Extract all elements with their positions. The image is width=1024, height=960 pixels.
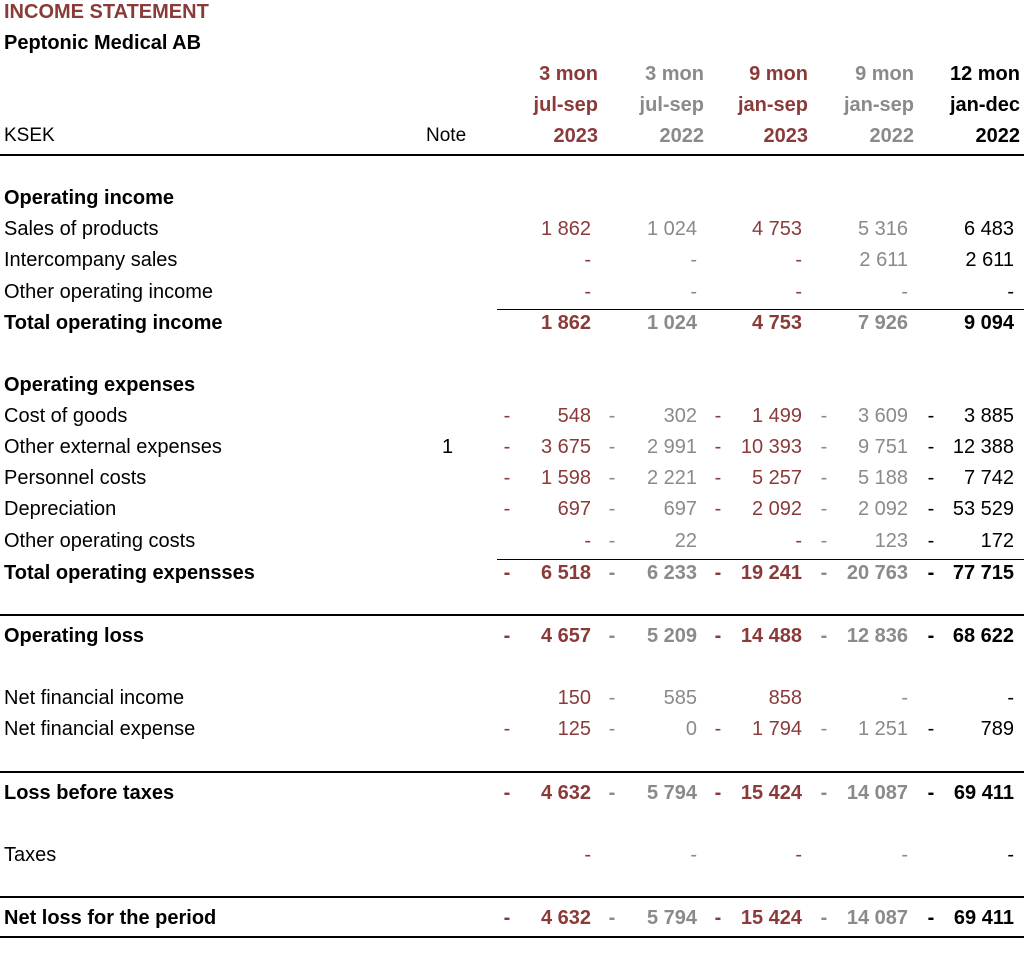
negative-sign: - [608, 467, 616, 489]
value-cell: 150 [557, 687, 591, 709]
negative-sign: - [714, 907, 722, 929]
column-header-1-line-2: jul-sep [533, 94, 598, 116]
value-cell: 77 715 [952, 562, 1014, 584]
value-cell: 7 926 [857, 312, 908, 334]
negative-sign: - [714, 625, 722, 647]
column-header-3-line-1: 9 mon [749, 63, 808, 85]
value-cell: - [795, 844, 802, 866]
negative-sign: - [503, 907, 511, 929]
value-cell: 1 862 [540, 218, 591, 240]
value-cell: 53 529 [952, 498, 1014, 520]
negative-sign: - [714, 718, 722, 740]
negative-sign: - [608, 718, 616, 740]
negative-sign: - [714, 436, 722, 458]
value-cell: 5 209 [646, 625, 697, 647]
negative-sign: - [608, 436, 616, 458]
negative-sign: - [503, 436, 511, 458]
divider-rule [0, 614, 1024, 616]
value-cell: 6 233 [646, 562, 697, 584]
negative-sign: - [820, 498, 828, 520]
value-cell: 2 092 [857, 498, 908, 520]
value-cell: 2 221 [646, 467, 697, 489]
value-cell: - [1007, 844, 1014, 866]
value-cell: 14 087 [846, 907, 908, 929]
value-cell: 1 499 [751, 405, 802, 427]
negative-sign: - [927, 498, 935, 520]
value-cell: 3 675 [540, 436, 591, 458]
value-cell: 789 [980, 718, 1014, 740]
column-header-4-line-2: jan-sep [843, 94, 914, 116]
value-cell: 5 257 [751, 467, 802, 489]
column-header-5-line-3: 2022 [975, 125, 1020, 147]
header-rule [0, 154, 1024, 156]
value-cell: 5 188 [857, 467, 908, 489]
negative-sign: - [820, 405, 828, 427]
value-cell: 15 424 [740, 782, 802, 804]
negative-sign: - [608, 530, 616, 552]
value-cell: 15 424 [740, 907, 802, 929]
negative-sign: - [927, 625, 935, 647]
value-cell: 14 488 [740, 625, 802, 647]
negative-sign: - [503, 718, 511, 740]
value-cell: 6 518 [540, 562, 591, 584]
column-header-5-line-2: jan-dec [949, 94, 1020, 116]
value-cell: 548 [557, 405, 591, 427]
value-cell: 697 [663, 498, 697, 520]
value-cell: 4 632 [540, 907, 591, 929]
negative-sign: - [608, 907, 616, 929]
value-cell: 22 [674, 530, 697, 552]
value-cell: 2 991 [646, 436, 697, 458]
value-cell: 2 092 [751, 498, 802, 520]
negative-sign: - [608, 405, 616, 427]
column-header-1-line-1: 3 mon [539, 63, 598, 85]
column-header-3-line-3: 2023 [763, 125, 808, 147]
section-heading: Operating income [4, 187, 175, 209]
row-label: Personnel costs [4, 467, 147, 489]
value-cell: - [584, 530, 591, 552]
value-cell: - [1007, 281, 1014, 303]
negative-sign: - [608, 498, 616, 520]
value-cell: - [690, 281, 697, 303]
negative-sign: - [714, 498, 722, 520]
value-cell: 1 598 [540, 467, 591, 489]
negative-sign: - [608, 687, 616, 709]
value-cell: 172 [980, 530, 1014, 552]
value-cell: - [690, 249, 697, 271]
value-cell: 1 251 [857, 718, 908, 740]
value-cell: - [584, 844, 591, 866]
value-cell: 123 [874, 530, 908, 552]
negative-sign: - [608, 782, 616, 804]
value-cell: 20 763 [846, 562, 908, 584]
negative-sign: - [714, 405, 722, 427]
negative-sign: - [608, 625, 616, 647]
column-header-3-line-2: jan-sep [737, 94, 808, 116]
value-cell: 12 836 [846, 625, 908, 647]
value-cell: - [795, 281, 802, 303]
column-header-4-line-1: 9 mon [855, 63, 914, 85]
note-column-header: Note [426, 125, 467, 146]
negative-sign: - [927, 718, 935, 740]
value-cell: 125 [557, 718, 591, 740]
value-cell: 9 094 [963, 312, 1014, 334]
value-cell: 5 794 [646, 907, 697, 929]
row-label: Depreciation [4, 498, 117, 520]
value-cell: - [584, 281, 591, 303]
value-cell: 2 611 [859, 249, 908, 271]
value-cell: 1 862 [540, 312, 591, 334]
negative-sign: - [714, 782, 722, 804]
value-cell: 9 751 [857, 436, 908, 458]
negative-sign: - [820, 625, 828, 647]
unit-label: KSEK [4, 125, 55, 146]
column-header-4-line-3: 2022 [869, 125, 914, 147]
column-header-2-line-1: 3 mon [645, 63, 704, 85]
value-cell: 5 316 [857, 218, 908, 240]
divider-rule [0, 771, 1024, 773]
row-label: Other operating costs [4, 530, 196, 552]
row-label: Net financial income [4, 687, 185, 709]
negative-sign: - [503, 625, 511, 647]
negative-sign: - [927, 562, 935, 584]
value-cell: - [584, 249, 591, 271]
value-cell: - [795, 249, 802, 271]
value-cell: 6 483 [963, 218, 1014, 240]
value-cell: 1 024 [646, 218, 697, 240]
row-label: Other external expenses [4, 436, 222, 458]
value-cell: 10 393 [740, 436, 802, 458]
negative-sign: - [608, 562, 616, 584]
company-name: Peptonic Medical AB [4, 32, 202, 54]
divider-rule [0, 896, 1024, 898]
negative-sign: - [503, 467, 511, 489]
negative-sign: - [927, 436, 935, 458]
negative-sign: - [927, 467, 935, 489]
value-cell: - [1007, 687, 1014, 709]
value-cell: 4 632 [540, 782, 591, 804]
value-cell: 302 [663, 405, 697, 427]
row-label: Other operating income [4, 281, 214, 303]
value-cell: 4 753 [751, 218, 802, 240]
value-cell: 14 087 [846, 782, 908, 804]
negative-sign: - [927, 405, 935, 427]
value-cell: 1 024 [646, 312, 697, 334]
row-label: Sales of products [4, 218, 159, 240]
value-cell: 19 241 [740, 562, 802, 584]
total-row-label: Total operating expensses [4, 562, 255, 584]
total-row-label: Total operating income [4, 312, 223, 334]
total-row-label: Net loss for the period [4, 907, 217, 929]
negative-sign: - [820, 436, 828, 458]
value-cell: 2 611 [965, 249, 1014, 271]
divider-rule [497, 559, 1024, 560]
column-header-2-line-3: 2022 [659, 125, 704, 147]
row-label: Taxes [4, 844, 57, 866]
section-heading: Operating expenses [4, 374, 196, 396]
value-cell: 69 411 [953, 907, 1014, 929]
value-cell: 12 388 [952, 436, 1014, 458]
row-label: Net financial expense [4, 718, 196, 740]
negative-sign: - [503, 562, 511, 584]
value-cell: 68 622 [952, 625, 1014, 647]
closing-rule [0, 936, 1024, 938]
value-cell: 7 742 [963, 467, 1014, 489]
value-cell: 1 794 [751, 718, 802, 740]
value-cell: 5 794 [646, 782, 697, 804]
value-cell: 858 [768, 687, 802, 709]
negative-sign: - [927, 530, 935, 552]
row-label: Cost of goods [4, 405, 128, 427]
negative-sign: - [503, 498, 511, 520]
total-row-label: Operating loss [4, 625, 145, 647]
negative-sign: - [820, 467, 828, 489]
value-cell: 697 [557, 498, 591, 520]
column-header-2-line-2: jul-sep [639, 94, 704, 116]
divider-rule [497, 309, 1024, 310]
negative-sign: - [820, 530, 828, 552]
value-cell: 0 [685, 718, 697, 740]
negative-sign: - [820, 718, 828, 740]
income-statement-title: INCOME STATEMENT [4, 1, 209, 23]
column-header-5-line-1: 12 mon [949, 63, 1020, 85]
negative-sign: - [820, 782, 828, 804]
negative-sign: - [927, 782, 935, 804]
value-cell: - [690, 844, 697, 866]
total-row-label: Loss before taxes [4, 782, 175, 804]
note-reference: 1 [442, 436, 454, 458]
value-cell: 4 657 [540, 625, 591, 647]
value-cell: 4 753 [751, 312, 802, 334]
negative-sign: - [820, 907, 828, 929]
negative-sign: - [927, 907, 935, 929]
negative-sign: - [503, 405, 511, 427]
value-cell: 3 609 [857, 405, 908, 427]
negative-sign: - [820, 562, 828, 584]
value-cell: - [901, 844, 908, 866]
value-cell: 585 [663, 687, 697, 709]
value-cell: - [795, 530, 802, 552]
negative-sign: - [714, 467, 722, 489]
negative-sign: - [714, 562, 722, 584]
value-cell: - [901, 281, 908, 303]
value-cell: 3 885 [963, 405, 1014, 427]
column-header-1-line-3: 2023 [553, 125, 598, 147]
negative-sign: - [503, 782, 511, 804]
row-label: Intercompany sales [4, 249, 178, 271]
value-cell: 69 411 [953, 782, 1014, 804]
value-cell: - [901, 687, 908, 709]
